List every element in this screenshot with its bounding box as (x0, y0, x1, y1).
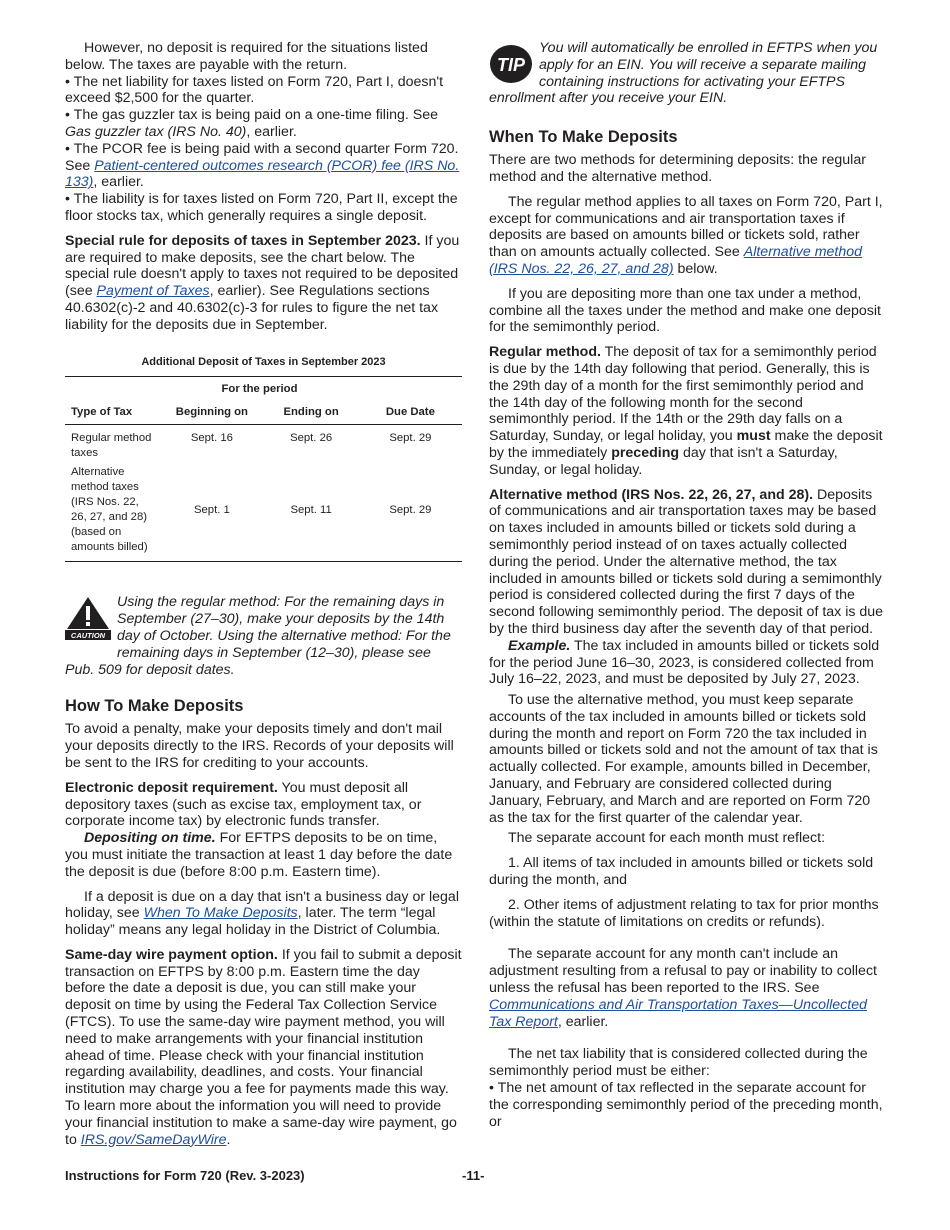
same-day-wire-text: If you fail to submit a deposit transaction on EFTPS by 8:00 p.m. Eastern time the day before the date a deposit is due, you can still make your deposit on time by using the Federal Tax Collection Service (FTCS). To use the same-day wire payment method, you will need to make arrangements with your financial institution ahead of time. Please check with your financial institution regarding availability, deadlines, and costs. Your financial institution may charge you a fee for payments made this way. To learn more about the information you will need to provide your financial institution to make a same-day wire payment, go to (65, 946, 462, 1148)
cant-include-end: , earlier. (557, 1013, 609, 1030)
must-emphasis: must (736, 428, 771, 445)
business-day-text: If a deposit is due on a day that isn't a business day or legal holiday, see (65, 888, 459, 922)
special-rule-text-end: , earlier). See Regulations sections 40.6302(c)-2 and 40.6302(c)-3 for rules to figure the net tax liability for the deposits due in September. (65, 283, 439, 333)
tip-label: TIP (496, 55, 526, 75)
same-day-wire-heading: Same-day wire payment option. (65, 946, 278, 963)
alternative-method-heading: Alternative method (IRS Nos. 22, 26, 27, and 28). (489, 486, 814, 503)
header-ending: Ending on (263, 401, 358, 425)
business-day-paragraph (65, 889, 462, 939)
when-to-make-deposits-link[interactable]: When To Make Deposits (143, 905, 298, 922)
period-header: For the period (160, 377, 358, 402)
payment-of-taxes-link[interactable]: Payment of Taxes (96, 283, 210, 300)
regular-method-paragraph (489, 344, 886, 478)
tip-text: You will automatically be enrolled in EFTPS when you apply for an EIN. You will receive a separate mailing containing instructions for activating your EFTPS enrollment after you receive your EIN. (489, 40, 878, 107)
on-time-heading: Depositing on time. (84, 830, 216, 847)
page-number: -11- (462, 1168, 485, 1183)
bullet-text: The net liability for taxes listed on Form 720, Part I, doesn't exceed $2,500 for the quarter. (65, 73, 444, 107)
cell-type: Regular method taxes (71, 432, 152, 460)
cell-due: Sept. 29 (359, 463, 462, 562)
regular-method-text: The deposit of tax for a semimonthly period is due by the 14th day following that period. Generally, this is the 29th day of a month for the first semimonthly period and the 14th day of the following month for the second semimonthly period. If the 14th or the 29th day falls on a Saturday, Sunday, or legal holiday, you (489, 344, 877, 445)
regular-method-heading: Regular method. (489, 344, 601, 361)
bullet-part-ii: • The liability is for taxes listed on Form 720, Part II, except the floor stocks tax, which generally requires a single deposit. (65, 191, 458, 224)
alternative-method-link[interactable]: Alternative method (IRS Nos. 22, 26, 27, and 28) (489, 244, 863, 277)
special-rule-paragraph (65, 233, 462, 334)
electronic-deposit-heading: Electronic deposit requirement. (65, 779, 278, 796)
special-rule-text: If you are required to make deposits, see the chart below. The special rule doesn't apply to taxes not required to be deposited (see (65, 232, 460, 300)
electronic-deposit-paragraph (65, 780, 462, 830)
table-title: Additional Deposit of Taxes in September 2023 (141, 355, 386, 368)
cell-due: Sept. 29 (389, 432, 432, 445)
list-item: 1. All items of tax included in amounts billed or tickets sold during the month, and (489, 855, 874, 889)
same-day-wire-paragraph (65, 947, 462, 1149)
alternative-method-paragraph (489, 487, 886, 638)
footer-title: Instructions for Form 720 (Rev. 3-2023) (65, 1168, 305, 1183)
caution-text: Using the regular method: For the remaining days in September (27–30), make your deposits by the 14th day of October. Using the alternative method: For the remaining days in September (12–30), please see Pub. 509 for deposit dates. (65, 594, 451, 678)
table-row (65, 425, 462, 464)
use-alternative-paragraph: To use the alternative method, you must keep separate accounts of the tax included in amounts billed or tickets sold during the month and report on Form 720 the tax included in amounts billed or tickets sold and not the amount of tax that is actually collected. For example, amounts billed in December, January, and February are considered collected during January, February, and March and are reported on Form 720 as the tax for the first quarter of the calendar year. (489, 692, 878, 826)
how-to-make-deposits-heading: How To Make Deposits (65, 697, 244, 716)
bullet-pcor: • The PCOR fee is being paid with a second quarter Form 720. See Patient-centered outcomes research (PCOR) fee (IRS No. 133), earlier. (65, 140, 460, 191)
cell-end: Sept. 26 (290, 432, 333, 445)
right-column (489, 40, 886, 1130)
regular-method-text-2: make the deposit by the immediately (489, 428, 883, 461)
alternative-method-text: Deposits of communications and air transportation taxes may be based on taxes included in amounts billed or tickets sold during a semimonthly period instead of on taxes actually collected during the period. Under the alternative method, the tax included in amounts billed or tickets sold during a semimonthly period is considered collected during the first 7 days of the second following semimonthly period. The deposit of tax is due by the third business day after the seventh day of that period. (489, 486, 884, 637)
more-than-one-paragraph: If you are depositing more than one tax under a method, combine all the taxes under the method and make one deposit for the semimonthly period. (489, 285, 881, 336)
business-day-text-end: , later. The term “legal holiday” means any legal holiday in the District of Columbia. (65, 905, 441, 939)
same-day-wire-end: . (226, 1131, 231, 1148)
header-type: Type of Tax (65, 401, 160, 425)
table-corner-right (359, 377, 462, 402)
special-rule-heading: Special rule for deposits of taxes in September 2023. (65, 232, 421, 249)
bullet-text: The gas guzzler tax is being paid on a one-time filing. See (73, 107, 439, 124)
intro-paragraph: However, no deposit is required for the situations listed below. The taxes are payable with the return. (65, 40, 428, 73)
deposit-table (65, 376, 462, 562)
bullet-text-end: , earlier. (93, 174, 144, 191)
bullet-text-end: , earlier. (246, 123, 297, 140)
bullet-net-liability: • The net liability for taxes listed on Form 720, Part I, doesn't exceed $2,500 for the quarter. (65, 73, 444, 107)
caution-note (65, 594, 462, 678)
table-row (65, 463, 462, 562)
cell-begin: Sept. 1 (160, 463, 263, 562)
bullet-net-amount: • The net amount of tax reflected in the separate account for the corresponding semimonthly period of the preceding month, or (489, 1080, 883, 1130)
example-paragraph (489, 638, 886, 688)
gas-guzzler-reference: Gas guzzler tax (IRS No. 40) (65, 123, 247, 140)
on-time-text: For EFTPS deposits to be on time, you must initiate the transaction at least 1 day before the date the deposit is due (before 8:00 p.m. Eastern time). (65, 830, 453, 880)
regular-applies-paragraph (489, 194, 886, 278)
left-column (65, 40, 462, 1156)
pcor-fee-link[interactable]: Patient-centered outcomes research (PCOR) fee (IRS No. 133) (65, 157, 460, 191)
cant-include-text: The separate account for any month can't include an adjustment resulting from a refusal to pay or inability to collect unless the refusal has been reported to the IRS. See (489, 946, 877, 997)
table-corner (65, 377, 160, 402)
header-due: Due Date (359, 401, 462, 425)
electronic-deposit-text: You must deposit all depository taxes (such as excise tax, employment tax, or corporate income tax) by electronic funds transfer. (65, 779, 422, 830)
on-time-paragraph (65, 830, 462, 880)
example-text: The tax included in amounts billed or tickets sold for the period June 16–30, 2023, is considered collected from July 16–22, 2023, and must be deposited by July 27, 2023. (489, 637, 880, 688)
regular-applies-text: The regular method applies to all taxes on Form 720, Part I, except for communications and air transportation taxes if deposits are based on amounts billed or tickets sold, rather than on amounts actually collected. See (489, 193, 883, 261)
tip-note (489, 40, 886, 107)
header-beginning: Beginning on (160, 401, 263, 425)
cell-begin: Sept. 16 (190, 432, 233, 445)
when-to-make-deposits-heading: When To Make Deposits (489, 128, 678, 147)
example-label: Example. (508, 637, 571, 654)
bullet-gas-guzzler: • The gas guzzler tax is being paid on a one-time filing. See Gas guzzler tax (IRS No. 40), earlier. (65, 107, 439, 140)
cell-end: Sept. 11 (263, 463, 358, 562)
cell-type: Alternative method taxes (IRS Nos. 22, 26, 27, and 28) (based on amounts billed) (65, 463, 160, 562)
bullet-text: The liability is for taxes listed on Form 720, Part II, except the floor stocks tax, which generally requires a single deposit. (65, 191, 458, 224)
how-to-paragraph: To avoid a penalty, make your deposits timely and don't mail your deposits directly to the IRS. Records of your deposits will be sent to the IRS for crediting to your accounts. (65, 721, 454, 771)
caution-icon (65, 596, 111, 645)
separate-account-paragraph: The separate account for each month must reflect: (508, 830, 826, 847)
caution-label: CAUTION (70, 631, 106, 641)
cant-include-paragraph (489, 946, 886, 1030)
tip-icon (489, 44, 533, 89)
preceding-emphasis: preceding (611, 444, 680, 461)
bullet-text: The net amount of tax reflected in the separate account for the corresponding semimonthly period of the preceding month, or (489, 1080, 883, 1130)
two-methods-paragraph: There are two methods for determining deposits: the regular method and the alternative method. (489, 152, 866, 185)
list-item: 2. Other items of adjustment relating to tax for prior months (within the statute of limitations on credits or refunds). (489, 896, 879, 930)
net-liability-paragraph: The net tax liability that is considered collected during the semimonthly period must be either: (489, 1046, 868, 1080)
uncollected-tax-report-link[interactable]: Communications and Air Transportation Taxes—Uncollected Tax Report (489, 996, 867, 1030)
regular-method-text-3: day that isn't a Saturday, Sunday, or legal holiday. (489, 444, 838, 478)
regular-applies-end: below. (673, 260, 718, 277)
same-day-wire-link[interactable]: IRS.gov/SameDayWire (80, 1131, 227, 1148)
bullet-text: The PCOR fee is being paid with a second quarter Form 720. See (65, 140, 459, 174)
